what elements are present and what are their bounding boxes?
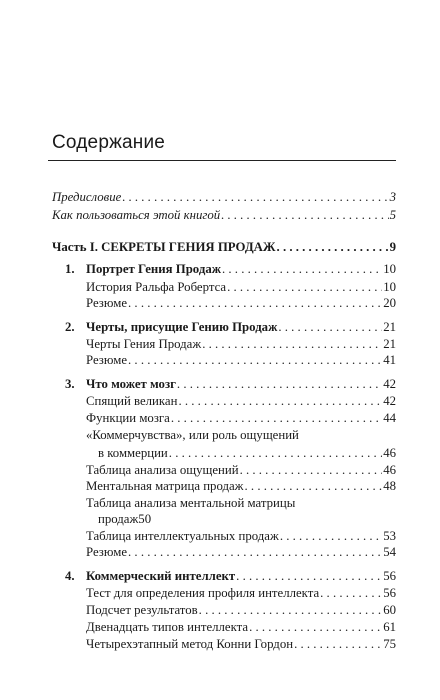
toc-leader-dots [294,637,382,651]
toc-part-label: Часть I. СЕКРЕТЫ ГЕНИЯ ПРОДАЖ [52,240,276,254]
toc-entry[interactable] [86,337,396,351]
toc-leader-dots [249,620,382,634]
toc-entry-label: Черты Гения Продаж [86,337,202,351]
toc-entry[interactable] [86,620,396,634]
chapter-title: Что может мозг [86,377,176,391]
chapter-title: Черты, присущие Гению Продаж [86,320,278,334]
toc-entry[interactable] [86,479,396,493]
toc-leader-dots [222,262,382,276]
toc-entry-page: 46 [383,446,396,460]
toc-entry-page: 3 [389,190,396,204]
toc-leader-dots [227,280,382,294]
toc-entry-page: 60 [383,603,396,617]
toc-entry-page: 10 [383,280,396,294]
toc-entry-page: 21 [383,337,396,351]
toc-entry-page: 5 [389,208,396,222]
toc-entry-page: 42 [383,394,396,408]
toc-leader-dots [128,545,382,559]
chapter-number: 3. [65,377,75,391]
toc-entry-page: 42 [383,377,396,391]
toc-leader-dots [122,190,388,204]
title-rule [48,160,396,161]
toc-entry-label: Резюме [86,296,128,310]
toc-leader-dots [221,208,388,222]
toc-entry-label: Таблица интеллектуальных продаж [86,529,279,543]
toc-entry[interactable] [86,394,396,408]
toc-entry[interactable] [86,463,396,477]
toc-entry-label: История Ральфа Робертса [86,280,227,294]
toc-entry-page: 21 [383,320,396,334]
toc-leader-dots [245,479,383,493]
toc-chapter-1[interactable] [86,262,396,276]
toc-entry-page: 56 [383,586,396,600]
toc-leader-dots [199,603,383,617]
toc-leader-dots [169,446,382,460]
toc-entry-label: Резюме [86,545,128,559]
toc-leader-dots [236,569,382,583]
page-title: Содержание [52,132,166,153]
toc-entry-label: Таблица анализа ощущений [86,463,239,477]
toc-entry-label: Спящий великан [86,394,178,408]
toc-leader-dots [128,353,382,367]
toc-chapter-2[interactable] [86,320,396,334]
toc-entry-page: 20 [383,296,396,310]
chapter-number: 2. [65,320,75,334]
toc-entry[interactable] [86,280,396,294]
toc-part-1[interactable] [52,240,396,254]
toc-entry-page: 53 [383,529,396,543]
chapter-number: 1. [65,262,75,276]
toc-entry-label: Резюме [86,353,128,367]
toc-entry-label: Как пользоваться этой книгой [52,208,221,222]
toc-entry[interactable] [86,411,396,425]
toc-leader-dots [240,463,383,477]
toc-leader-dots [202,337,382,351]
chapter-title: Коммерческий интеллект [86,569,236,583]
toc-leader-dots [171,411,382,425]
toc-entry-page: 48 [383,479,396,493]
toc-entry-label-cont[interactable]: продаж50 [98,512,152,526]
toc-entry-preface[interactable] [52,190,396,204]
toc-entry-label: Ментальная матрица продаж [86,479,244,493]
toc-entry[interactable] [86,545,396,559]
toc-entry-label: Двенадцать типов интеллекта [86,620,249,634]
toc-entry-page: 41 [383,353,396,367]
chapter-number: 4. [65,569,75,583]
chapter-title: Портрет Гения Продаж [86,262,221,276]
toc-entry-page: 75 [383,637,396,651]
toc-entry-continuation[interactable] [98,446,396,460]
toc-entry-label: Предисловие [52,190,122,204]
toc-entry-label: Тест для определения профиля интеллекта [86,586,320,600]
toc-entry-howto[interactable] [52,208,396,222]
toc-chapter-4[interactable] [86,569,396,583]
toc-entry-page: 46 [383,463,396,477]
toc-entry-label-cont: в коммерции [98,446,168,460]
toc-entry-label: Четырехэтапный метод Конни Гордон [86,637,294,651]
toc-entry-label[interactable]: Таблица анализа ментальной матрицы [86,496,296,510]
toc-entry[interactable] [86,353,396,367]
toc-leader-dots [128,296,382,310]
toc-leader-dots [178,394,382,408]
toc-leader-dots [320,586,382,600]
toc-entry-page: 9 [389,240,396,254]
toc-entry-page: 10 [383,262,396,276]
toc-entry-label: Функции мозга [86,411,170,425]
toc-leader-dots [277,240,389,254]
toc-entry-label: Подсчет результатов [86,603,198,617]
toc-entry-page: 61 [383,620,396,634]
toc-entry-label[interactable]: «Коммерчувства», или роль ощущений [86,428,299,442]
toc-chapter-3[interactable] [86,377,396,391]
toc-entry[interactable] [86,637,396,651]
toc-entry-page: 56 [383,569,396,583]
toc-entry[interactable] [86,296,396,310]
toc-entry[interactable] [86,603,396,617]
toc-entry-page: 54 [383,545,396,559]
toc-leader-dots [177,377,382,391]
toc-entry[interactable] [86,529,396,543]
toc-entry-page: 44 [383,411,396,425]
toc-leader-dots [278,320,382,334]
toc-leader-dots [280,529,382,543]
toc-entry[interactable] [86,586,396,600]
